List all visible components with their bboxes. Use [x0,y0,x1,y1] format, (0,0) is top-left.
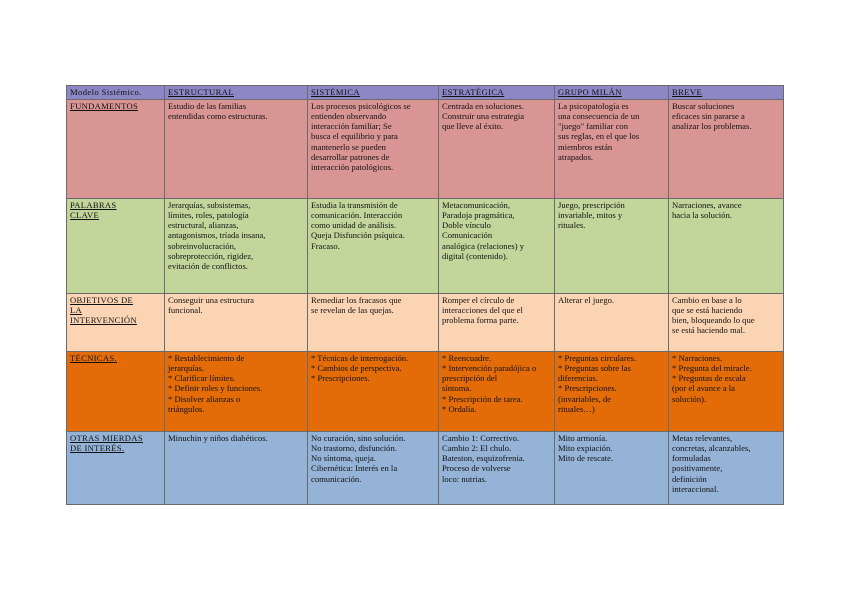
table-cell: Mito armonía. Mito expiación. Mito de rescate. [555,432,669,505]
table-cell: Remediar los fracasos que se revelan de las quejas. [308,294,439,352]
table-cell: * Técnicas de interrogación. * Cambios de perspectiva. * Prescripciones. [308,352,439,432]
systemic-models-table [66,85,784,505]
table-cell: No curación, sino solución. No trastorno, disfunción. No síntoma, queja. Cibernética: Interés en la comunicación. [308,432,439,505]
table-cell: La psicopatología es una consecuencia de un "juego" familiar con sus reglas, en el que los miembros están atrapados. [555,100,669,199]
table-cell: * Reencuadre. * Intervención paradójica o prescripción del síntoma. * Prescripción de tarea. * Ordalía. [439,352,555,432]
table-cell: Metas relevantes, concretas, alcanzables, formuladas positivamente, definición interaccional. [669,432,784,505]
table-cell: Conseguir una estructura funcional. [165,294,308,352]
table-row-tecnicas [67,352,784,432]
table-cell: Jerarquías, subsistemas, límites, roles, patología estructural, alianzas, antagonismos, tríada insana, sobreinvolucración, sobreprotección, rigidez, evitación de conflictos. [165,199,308,294]
table-cell: Centrada en soluciones. Construir una estrategia que lleve al éxito. [439,100,555,199]
table-cell: * Restablecimiento de jerarquías. * Clarificar límites. * Definir roles y funciones. * Disolver alianzas o triángulos. [165,352,308,432]
table-cell: Narraciones, avance hacia la solución. [669,199,784,294]
row-label: PALABRAS CLAVE [67,199,165,294]
header-cell-breve: BREVE [669,86,784,100]
header-cell-sistemica: SISTÉMICA [308,86,439,100]
table-cell: Buscar soluciones eficaces sin pararse a analizar los problemas. [669,100,784,199]
table-cell: Cambio 1: Correctivo. Cambio 2: El chulo. Bateston, esquizofrenia. Proceso de volverse loco: nutrias. [439,432,555,505]
table-cell: Minuchin y niños diabéticos. [165,432,308,505]
header-row [67,86,784,100]
table-row-fundamentos [67,100,784,199]
table-row-palabras-clave [67,199,784,294]
header-cell-grupo-milan: GRUPO MILÁN [555,86,669,100]
table-cell: Romper el círculo de interacciones del que el problema forma parte. [439,294,555,352]
row-label: OBJETIVOS DE LA INTERVENCIÓN [67,294,165,352]
header-cell-model: Modelo Sistémico. [67,86,165,100]
table-cell: * Narraciones. * Pregunta del miracle. * Preguntas de escala (por el avance a la solución). [669,352,784,432]
table-cell: Juego, prescripción invariable, mitos y rituales. [555,199,669,294]
table-cell: Los procesos psicológicos se entienden observando interacción familiar; Se busca el equilibrio y para mantenerlo se pueden desarrollar patrones de interacción patológicos. [308,100,439,199]
table-cell: Alterar el juego. [555,294,669,352]
table-row-otras [67,432,784,505]
table-cell: Estudio de las familias entendidas como estructuras. [165,100,308,199]
table-cell: Cambio en base a lo que se está haciendo bien, bloqueando lo que se está haciendo mal. [669,294,784,352]
table-row-objetivos [67,294,784,352]
row-label: TÉCNICAS. [67,352,165,432]
header-cell-estructural: ESTRUCTURAL [165,86,308,100]
header-cell-estrategica: ESTRATÉGICA [439,86,555,100]
row-label: FUNDAMENTOS [67,100,165,199]
table-cell: Estudia la transmisión de comunicación. Interacción como unidad de análisis. Queja Disfunción psíquica. Fracaso. [308,199,439,294]
row-label: OTRAS MIERDAS DE INTERÉS. [67,432,165,505]
table-cell: Metacomunicación, Paradoja pragmática, Doble vínculo Comunicación analógica (relaciones) y digital (contenido). [439,199,555,294]
table-cell: * Preguntas circulares. * Preguntas sobre las diferencias. * Prescripciones. (invariables, de rituales…) [555,352,669,432]
